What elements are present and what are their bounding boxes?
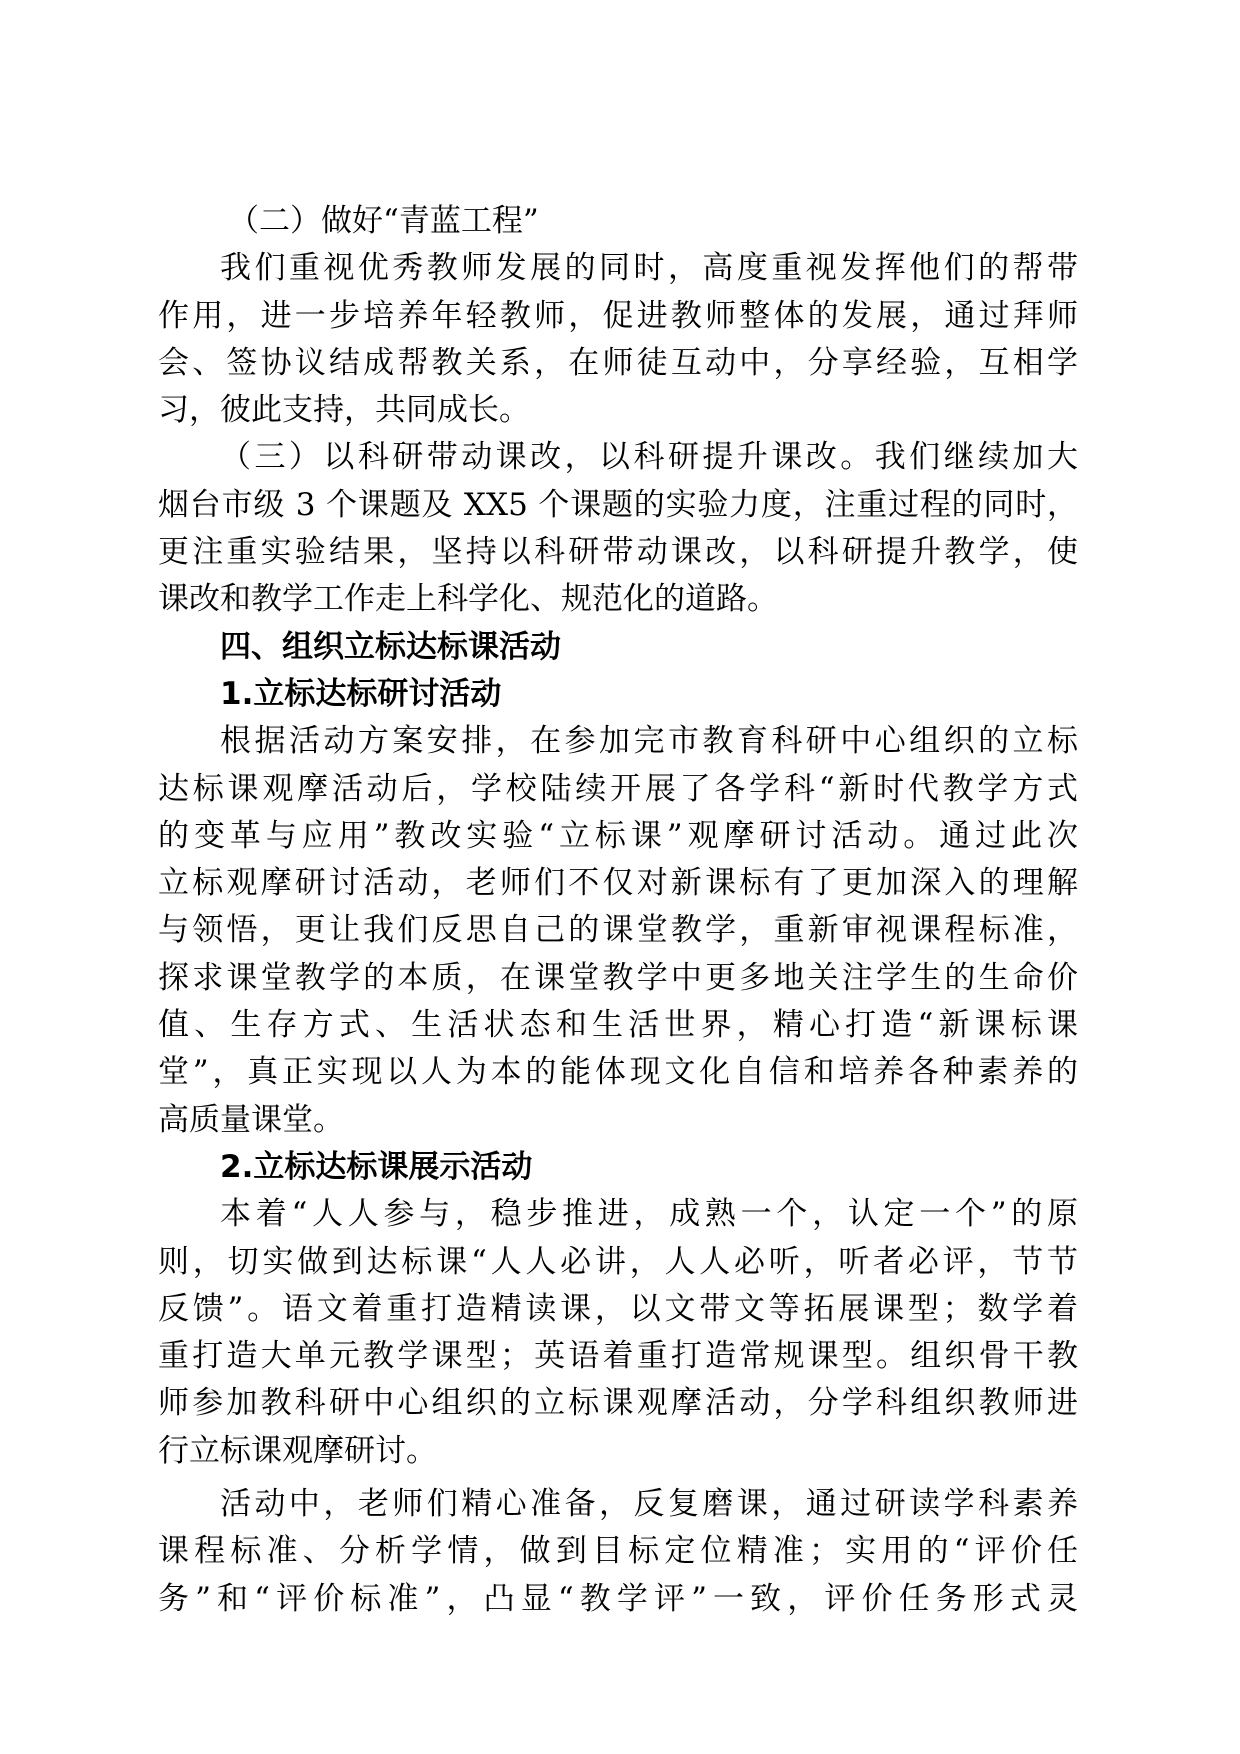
paragraph-line: 立标观摩研讨活动，老师们不仅对新课标有了更加深入的理解: [158, 865, 1078, 902]
subsection-2-heading: 2.立标达标课展示活动: [220, 1148, 533, 1185]
paragraph-line: 务”和“评价标准”，凸显“教学评”一致，评价任务形式灵: [158, 1580, 1078, 1617]
paragraph-line: 行立标课观摩研讨。: [158, 1432, 437, 1469]
paragraph-line: 烟台市级 3 个课题及 XX5 个课题的实验力度，注重过程的同时，: [158, 486, 1078, 523]
paragraph-line: 达标课观摩活动后，学校陆续开展了各学科“新时代教学方式: [158, 770, 1078, 807]
paragraph-line: 更注重实验结果，坚持以科研带动课改，以科研提升教学，使: [158, 534, 1078, 571]
paragraph-line: 反馈”。语文着重打造精读课，以文带文等拓展课型；数学着: [158, 1290, 1078, 1327]
section-4-heading: 四、组织立标达标课活动: [220, 628, 561, 665]
subsection-1-heading: 1.立标达标研讨活动: [220, 675, 502, 712]
paragraph-line: 活动中，老师们精心准备，反复磨课，通过研读学科素养: [220, 1486, 1078, 1523]
paragraph-line: 高质量课堂。: [158, 1101, 344, 1138]
paragraph-line: 作用，进一步培养年轻教师，促进教师整体的发展，通过拜师: [158, 297, 1078, 334]
paragraph-line: 则，切实做到达标课“人人必讲，人人必听，听者必评，节节: [158, 1243, 1078, 1280]
document-page: [158, 198, 1078, 1623]
paragraph-line: 值、生存方式、生活状态和生活世界，精心打造“新课标课: [158, 1007, 1078, 1044]
paragraph-line: 师参加教科研中心组织的立标课观摩活动，分学科组织教师进: [158, 1385, 1078, 1422]
paragraph-line: 课程标准、分析学情，做到目标定位精准；实用的“评价任: [158, 1533, 1078, 1570]
paragraph-line: 与领悟，更让我们反思自己的课堂教学，重新审视课程标准，: [158, 912, 1078, 949]
paragraph-line: 堂”，真正实现以人为本的能体现文化自信和培养各种素养的: [158, 1054, 1078, 1091]
paragraph-line: 重打造大单元教学课型；英语着重打造常规课型。组织骨干教: [158, 1338, 1078, 1375]
paragraph-line: （三）以科研带动课改，以科研提升课改。我们继续加大: [220, 439, 1078, 476]
section-2-heading: （二）做好“青蓝工程”: [228, 203, 539, 239]
paragraph-line: 探求课堂教学的本质，在课堂教学中更多地关注学生的生命价: [158, 959, 1078, 996]
paragraph-line: 课改和教学工作走上科学化、规范化的道路。: [158, 581, 778, 618]
paragraph-line: 习，彼此支持，共同成长。: [158, 392, 530, 429]
paragraph-line: 本着“人人参与，稳步推进，成熟一个，认定一个”的原: [220, 1196, 1078, 1233]
paragraph-line: 根据活动方案安排，在参加完市教育科研中心组织的立标: [220, 723, 1078, 760]
paragraph-line: 的变革与应用”教改实验“立标课”观摩研讨活动。通过此次: [158, 817, 1078, 854]
paragraph-line: 我们重视优秀教师发展的同时，高度重视发挥他们的帮带: [220, 250, 1078, 287]
paragraph-line: 会、签协议结成帮教关系，在师徒互动中，分享经验，互相学: [158, 344, 1078, 381]
